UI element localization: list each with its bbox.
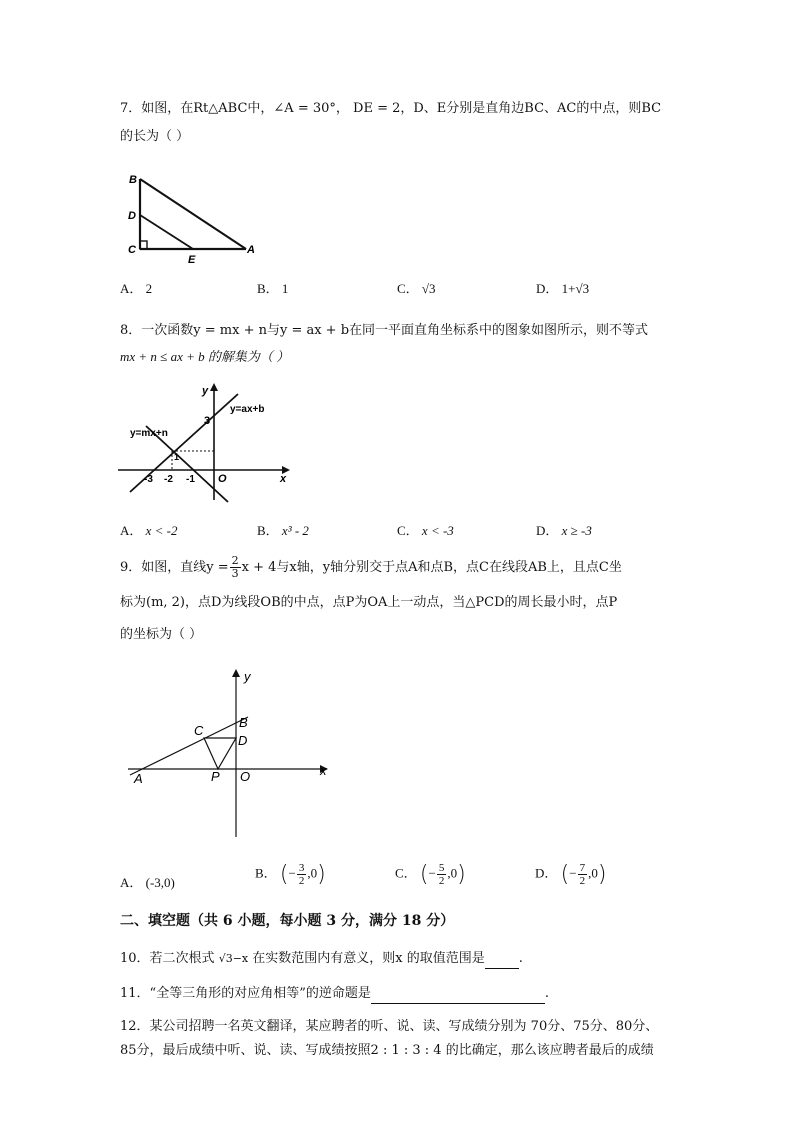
q8-label-line-m: y=mx+n: [130, 428, 168, 439]
q7-label-c: C: [128, 244, 136, 256]
option-letter: C．: [397, 523, 419, 538]
option-letter: C．: [397, 281, 419, 296]
q9-label-d: D: [238, 733, 248, 748]
option-text: x < -2: [145, 523, 178, 538]
option-fraction: [297, 862, 307, 887]
q10-pre: 10．若二次根式: [120, 951, 215, 966]
paren-left: (: [419, 862, 429, 887]
option-letter: D．: [535, 865, 558, 881]
q10-answer-blank[interactable]: [485, 950, 519, 969]
q9-label-a: A: [134, 771, 143, 786]
q12-stem-line1: 12．某公司招聘一名英文翻译，某应聘者的听、说、读、写成绩分别为 70分、75分、80分、: [120, 1019, 659, 1034]
option-letter: A．: [120, 281, 143, 296]
q9-option-b[interactable]: [255, 862, 326, 887]
q9-slope-fraction: [230, 555, 241, 580]
q9-line1-pre: 9．如图，直线y =: [120, 560, 229, 575]
q9-option-c[interactable]: [395, 862, 466, 887]
q9-stem-line3: 的坐标为（ ）: [120, 627, 203, 642]
option-letter: B．: [257, 523, 279, 538]
paren-right: ): [317, 862, 326, 887]
q8-option-c[interactable]: [397, 520, 454, 539]
option-text: √3: [421, 281, 436, 296]
option-text: 1+√3: [561, 281, 590, 296]
q8-label-y: y: [202, 385, 209, 397]
option-letter: D．: [536, 523, 559, 538]
q7-label-b: B: [129, 174, 137, 186]
option-letter: B．: [257, 281, 279, 296]
q8-label-one: 1: [174, 452, 180, 462]
q7-stem-line1: 7．如图，在Rt△ABC中，∠A = 30°， DE = 2，D、E分别是直角边BC、AC的中点，则BC: [120, 101, 662, 116]
option-text: 2: [145, 281, 153, 296]
fraction-denominator: 2: [438, 875, 445, 887]
q10-post: 在实数范围内有意义，则x 的取值范围是: [252, 951, 485, 966]
paren-right: ): [457, 862, 466, 887]
q9-stem-line2: 标为(m, 2)，点D为线段OB的中点，点P为OA上一动点，当△PCD的周长最小时，点P: [120, 595, 618, 610]
option-sign: −: [288, 865, 296, 881]
fraction-numerator: 7: [579, 862, 586, 874]
option-fraction: [578, 862, 588, 887]
q9-triangle-pcd: [204, 738, 236, 769]
option-text: x ≥ -3: [561, 523, 592, 538]
option-letter: C．: [395, 865, 417, 881]
fraction-denominator: 2: [298, 875, 305, 887]
q12-stem-line2: 85分，最后成绩中听、说、读、写成绩按照2 : 1 : 3 : 4 的比确定，那么该应聘者最后的成绩: [120, 1043, 654, 1058]
option-fraction: [437, 862, 447, 887]
option-letter: D．: [536, 281, 559, 296]
fraction-numerator: 2: [231, 554, 239, 567]
q9-label-o: O: [240, 769, 251, 784]
q10-end: .: [518, 951, 523, 966]
fraction-denominator: 2: [579, 875, 586, 887]
option-letter: A．: [120, 875, 143, 890]
q9-label-y: y: [244, 669, 251, 684]
paren-left: (: [560, 862, 570, 887]
option-tail: ,0: [588, 865, 598, 881]
q8-label-line-a: y=ax+b: [230, 404, 265, 415]
q8-stem-line1: 8．一次函数y = mx + n与y = ax + b在同一平面直角坐标系中的图象如图所示，则不等式: [120, 323, 649, 338]
q11-answer-blank[interactable]: [371, 985, 545, 1004]
q8-label-three: 3: [204, 415, 211, 427]
option-letter: A．: [120, 523, 143, 538]
q7-label-e: E: [188, 254, 196, 265]
option-tail: ,0: [447, 865, 458, 881]
q9-label-c: C: [194, 723, 204, 738]
option-text: x < -3: [421, 523, 454, 538]
q7-segment-de: [140, 215, 193, 249]
q8-option-b[interactable]: [257, 520, 309, 539]
q9-label-p: P: [211, 769, 220, 784]
option-text: (-3,0): [145, 875, 175, 890]
section-title-fill-in: 二、填空题（共 6 小题，每小题 3 分，满分 18 分）: [120, 913, 455, 929]
option-sign: −: [428, 865, 436, 881]
q9-option-d[interactable]: [535, 862, 606, 887]
q9-label-b: B: [239, 715, 248, 730]
q7-option-a[interactable]: [120, 278, 152, 297]
option-tail: ,0: [307, 865, 318, 881]
q7-option-c[interactable]: [397, 278, 436, 297]
q7-option-d[interactable]: [536, 278, 589, 297]
q8-label-origin: O: [218, 473, 227, 485]
q8-graph-figure: [118, 380, 293, 505]
q8-tick-minus1: -1: [186, 474, 195, 485]
q9-label-x: x: [320, 763, 327, 778]
q11-stem: [120, 985, 549, 1004]
q7-label-a: A: [247, 244, 255, 256]
q9-stem-line1: [120, 554, 622, 582]
q7-stem-line2: 的长为（ ）: [120, 129, 190, 144]
q9-line1-post: x + 4与x轴，y轴分别交于点A和点B，点C在线段AB上，且点C坐: [241, 560, 622, 575]
q8-label-x: x: [280, 473, 287, 485]
paren-right: ): [597, 862, 607, 887]
fraction-denominator: 3: [231, 567, 239, 580]
q9-option-a[interactable]: [120, 872, 175, 891]
q8-option-a[interactable]: [120, 520, 178, 539]
q7-label-d: D: [128, 210, 136, 222]
option-sign: −: [569, 865, 577, 881]
q9-line-ab: [130, 717, 248, 775]
option-letter: B．: [255, 865, 277, 881]
q11-pre: 11．“全等三角形的对应角相等”的逆命题是: [120, 986, 371, 1001]
fraction-numerator: 3: [298, 862, 305, 874]
fraction-numerator: 5: [438, 862, 445, 874]
q7-side-ab: [140, 179, 246, 249]
q8-tick-minus3: -3: [144, 474, 153, 485]
paren-left: (: [279, 862, 289, 887]
q8-y-arrow: [210, 383, 218, 391]
q10-radical: √3−x: [218, 952, 249, 965]
q7-triangle-figure: [120, 165, 270, 265]
q8-tick-minus2: -2: [164, 474, 173, 485]
q7-option-b[interactable]: [257, 278, 288, 297]
option-text: 1: [281, 281, 289, 296]
q8-option-d[interactable]: [536, 520, 592, 539]
option-text: x³ - 2: [281, 523, 309, 538]
q8-stem-line2: mx + n ≤ ax + b 的解集为（ ）: [120, 349, 290, 364]
q11-end: .: [544, 986, 549, 1001]
q9-y-arrow: [232, 669, 240, 677]
q9-graph-figure: [126, 665, 336, 840]
q10-stem: [120, 950, 523, 969]
